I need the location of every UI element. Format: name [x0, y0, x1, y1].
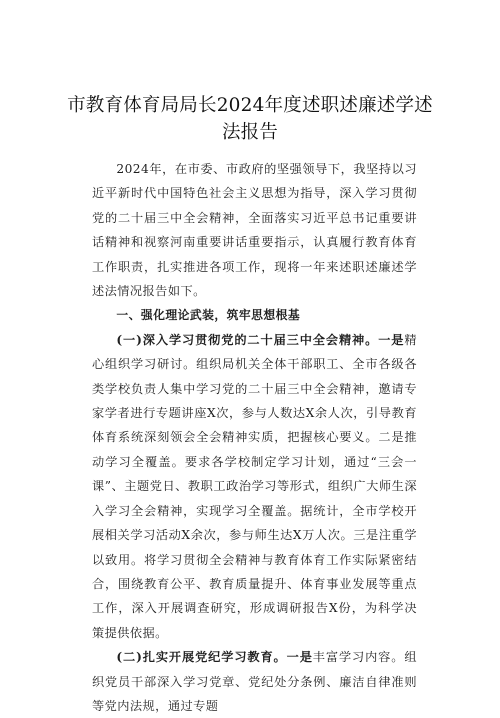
subsection-1-lead: 一是 [378, 332, 405, 347]
subsection-2-paragraph [92, 645, 417, 718]
section-heading-1 [92, 303, 417, 327]
section-heading-1-text: 一、强化理论武装，筑牢思想根基 [116, 308, 301, 323]
document-body [92, 157, 417, 718]
subsection-1-body: 精心组织学习研讨。组织局机关全体干部职工、全市各级各类学校负责人集中学习党的二十届三中全会精神，邀请专家学者进行专题讲座X次，参与人数达X余人次，引导教育体育系统深刻领会全会精神实质，把握核心要义。二是推动学习全覆盖。要求各学校制定学习计划，通过“三会一课”、主题党日、教职工政治学习等形式，组织广大师生深入学习全会精神，实现学习全覆盖。据统计，全市学校开展相关学习活动X余次，参与师生达X万人次。三是注重学以致用。将学习贯彻全会精神与教育体育工作实际紧密结合，围绕教育公平、教育质量提升、体育事业发展等重点工作，深入开展调查研究，形成调研报告X份，为科学决策提供依据。 [92, 332, 418, 640]
subsection-2-body: 丰富学习内容。组织党员干部深入学习党章、党纪处分条例、廉洁自律准则等党内法规，通过专题 [92, 650, 417, 713]
subsection-1-paragraph [92, 328, 417, 645]
intro-paragraph: 2024年，在市委、市政府的坚强领导下，我坚持以习近平新时代中国特色社会主义思想为指导，深入学习贯彻党的二十届三中全会精神，全面落实习近平总书记重要讲话精神和视察河南重要讲话重要指示，认真履行教育体育工作职责，扎实推进各项工作，现将一年来述职述廉述学述法情况报告如下。 [92, 162, 417, 299]
document-title: 市教育体育局局长2024年度述职述廉述学述法报告 [67, 95, 433, 143]
subsection-2-lead: 一是 [286, 650, 313, 665]
subsection-2-heading: (二)扎实开展党纪学习教育。 [116, 650, 287, 665]
subsection-1-heading: (一)深入学习贯彻党的二十届三中全会精神。 [116, 332, 379, 347]
